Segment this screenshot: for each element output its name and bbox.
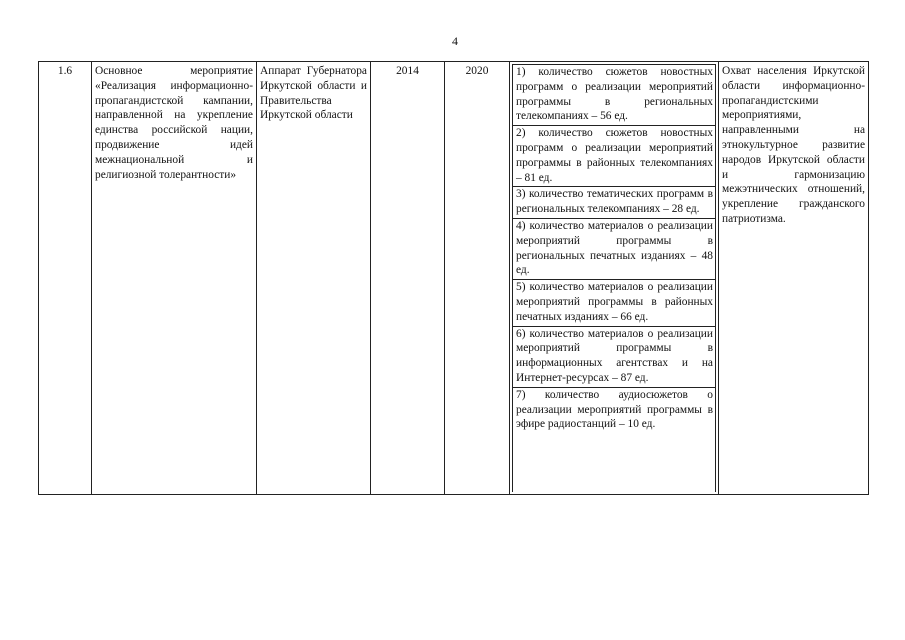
page-number: 4 [452, 34, 458, 48]
end-year: 2020 [465, 65, 489, 77]
event-text: Основное мероприятие «Реализация информационно-пропагандистской кампании, направленной на укрепление единства российской нации, продвижение идей межнациональной и религиозной толерантности» [95, 65, 253, 181]
result-text: Охват населения Иркутской области информационно-пропагандистскими мероприятиями, направленными на этнокультурное развитие народов Иркутской области и гармонизацию межэтнических отношений, укрепление гражданского патриотизма. [722, 65, 865, 225]
end-year-cell [445, 62, 510, 495]
event-cell [92, 62, 257, 495]
indicator-item: 7) количество аудиосюжетов о реализации мероприятий программы в эфире радиостанций – 10 ед. [512, 388, 716, 492]
start-year: 2014 [396, 65, 419, 77]
row-number: 1.6 [57, 65, 73, 77]
indicator-item: 3) количество тематических программ в региональных телекомпаниях – 28 ед. [512, 187, 716, 219]
program-table [38, 61, 869, 495]
executor-text: Аппарат Губернатора Иркутской области и Правительства Иркутской области [260, 65, 367, 122]
indicator-item: 4) количество материалов о реализации мероприятий программы в региональных печатных изданиях – 48 ед. [512, 219, 716, 280]
indicator-item: 1) количество сюжетов новостных программ о реализации мероприятий программы в региональных телекомпаниях – 56 ед. [512, 64, 716, 126]
result-cell [719, 62, 869, 495]
executor-cell [257, 62, 371, 495]
indicator-item: 6) количество материалов о реализации мероприятий программы в информационных агентствах и на Интернет-ресурсах – 87 ед. [512, 327, 716, 388]
indicator-item: 2) количество сюжетов новостных программ о реализации мероприятий программы в районных телекомпаниях – 81 ед. [512, 126, 716, 187]
start-year-cell [371, 62, 445, 495]
indicators-cell [510, 62, 719, 495]
row-number-cell [39, 62, 92, 495]
indicator-list [512, 64, 716, 492]
table-row [39, 62, 869, 495]
indicator-item: 5) количество материалов о реализации мероприятий программы в районных печатных изданиях – 66 ед. [512, 280, 716, 326]
